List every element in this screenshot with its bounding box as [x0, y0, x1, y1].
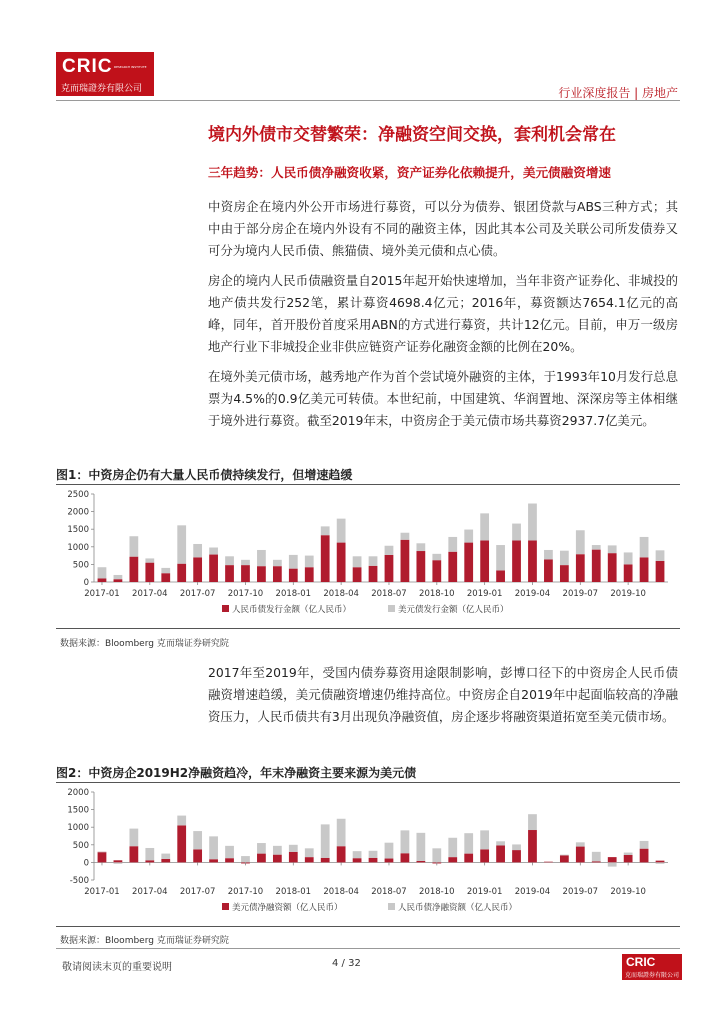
- chart2-bar-series1: [512, 850, 521, 862]
- figure1-top-rule: [56, 484, 680, 485]
- chart1-x-tick-label: 2019-07: [562, 589, 599, 599]
- footer-logo-cn: 克而瑞證券有限公司: [625, 972, 680, 979]
- chart1-x-tick-label: 2017-04: [132, 589, 168, 599]
- chart2-bar-series1: [369, 858, 378, 863]
- chart2-bar-series2: [448, 838, 457, 857]
- chart2-bar-series1: [98, 852, 107, 863]
- chart1-bar-series2: [432, 554, 441, 560]
- chart2-bar-series2: [385, 843, 394, 859]
- chart2-x-tick-label: 2018-10: [419, 887, 455, 897]
- chart2-bar-series2: [98, 852, 107, 853]
- chart1-y-tick-label: 1000: [67, 542, 89, 553]
- header-divider: [56, 100, 680, 101]
- chart1-x-tick-label: 2019-10: [610, 589, 646, 599]
- chart2-bar-series2: [114, 862, 123, 863]
- chart2-bar-series1: [321, 858, 330, 863]
- chart2-bar-series2: [353, 851, 362, 858]
- figure2-source: 数据来源：Bloomberg 克而瑞证券研究院: [60, 936, 229, 946]
- chart1-bar-series2: [369, 556, 378, 566]
- chart1-legend-swatch-1: [222, 605, 229, 612]
- figure1-chart: [56, 486, 680, 626]
- chart1-bar-series2: [241, 560, 250, 565]
- chart1-y-tick-label: 2000: [67, 507, 89, 518]
- paragraph-3: 在境外美元债市场，越秀地产作为首个尝试境外融资的主体，于1993年10月发行总息票为4.5%的0.9亿美元可转债。本世纪前，中国建筑、华润置地、深深房等主体相继于境外进行募资。截至2019年末，中资房企于美元债市场共募资2937.7亿美元。: [208, 369, 678, 428]
- chart2-bar-series2: [640, 841, 649, 849]
- chart2-bar-series2: [528, 814, 537, 830]
- chart2-bar-series1: [177, 825, 186, 862]
- chart1-bar-series2: [353, 556, 362, 567]
- chart2-bar-series1: [289, 852, 298, 863]
- chart2-bar-series2: [337, 819, 346, 846]
- chart2-bar-series2: [273, 846, 282, 855]
- chart2-y-tick-label: 500: [72, 840, 89, 851]
- page-title: 境内外债市交替繁荣：净融资空间交换，套利机会常在: [208, 125, 616, 145]
- chart2-y-tick-label: 1000: [67, 823, 89, 834]
- chart2-bar-series2: [289, 845, 298, 852]
- chart1-x-tick-label: 2018-10: [419, 589, 455, 599]
- chart2-bar-series2: [416, 833, 425, 861]
- chart1-y-tick-label: 500: [72, 560, 89, 571]
- chart1-bar-series2: [528, 504, 537, 541]
- chart2-bar-series1: [496, 846, 505, 863]
- figure2-top-rule: [56, 782, 680, 783]
- chart2-x-tick-label: 2017-07: [179, 887, 216, 897]
- chart2-bar-series2: [608, 862, 617, 866]
- chart2-x-tick-label: 2018-07: [371, 887, 407, 897]
- chart1-bar-series1: [161, 573, 170, 582]
- chart2-bar-series2: [305, 848, 314, 857]
- chart1-bar-series2: [273, 560, 282, 566]
- paragraph-4: 2017年至2019年，受国内债券募资用途限制影响，彭博口径下的中资房企人民币债融资增速趋缓，美元债融资增速仍维持高位。中资房企自2019年中起面临较高的净融资压力，人民币债共有3月出现负净融资值，房企逐步将融资渠道拓宽至美元债市场。: [208, 665, 678, 724]
- chart2-bar-series1: [448, 857, 457, 862]
- chart2-legend-swatch-2: [388, 903, 395, 910]
- chart1-bar-series2: [177, 525, 186, 563]
- report-type: 行业深度报告 | 房地产: [558, 86, 678, 100]
- chart2-bar-series1: [273, 855, 282, 863]
- chart2-legend-label-1: 美元债净融资额（亿人民币）: [232, 903, 343, 913]
- chart1-y-tick-label: 2500: [67, 490, 89, 500]
- chart2-x-tick-label: 2019-04: [514, 887, 551, 897]
- chart1-bar-series2: [624, 552, 633, 564]
- chart1-legend-label-2: 美元债发行金额（亿人民币）: [398, 605, 509, 615]
- chart1-bar-series2: [656, 550, 665, 561]
- logo-text: CRIC: [62, 56, 113, 77]
- figure1-title: 图1：中资房企仍有大量人民币债持续发行，但增速趋缓: [56, 468, 353, 482]
- chart1-bar-series2: [592, 545, 601, 550]
- chart2-bar-series1: [385, 859, 394, 863]
- chart2-bar-series1: [656, 861, 665, 863]
- cric-logo: [56, 52, 154, 96]
- chart1-bar-series1: [114, 579, 123, 582]
- figure1-bottom-rule: [56, 628, 680, 629]
- chart1-bar-series1: [321, 535, 330, 582]
- chart2-bar-series2: [193, 831, 202, 849]
- chart2-bar-series2: [177, 816, 186, 826]
- chart2-bar-series2: [544, 862, 553, 863]
- chart2-x-tick-label: 2019-01: [466, 887, 503, 897]
- chart2-bar-series2: [161, 854, 170, 859]
- logo-cn-text: 克而瑞證券有限公司: [61, 84, 143, 94]
- chart1-bar-series2: [209, 548, 218, 555]
- chart2-bar-series2: [512, 844, 521, 850]
- chart1-bar-series1: [656, 561, 665, 582]
- chart1-bar-series1: [273, 566, 282, 582]
- chart1-bar-series1: [416, 551, 425, 582]
- chart2-x-tick-label: 2017-10: [227, 887, 264, 897]
- chart2-x-tick-label: 2018-04: [323, 887, 359, 897]
- chart2-bar-series1: [464, 854, 473, 863]
- chart2-bar-series2: [656, 862, 665, 863]
- chart2-bar-series1: [353, 858, 362, 862]
- chart1-bar-series2: [114, 575, 123, 579]
- chart1-x-tick-label: 2017-10: [227, 589, 264, 599]
- chart2-bar-series1: [480, 849, 489, 862]
- chart2-legend-label-2: 人民币债净融资额（亿人民币）: [398, 903, 518, 913]
- chart2-bar-series2: [432, 848, 441, 862]
- chart1-bar-series2: [640, 537, 649, 557]
- chart2-bar-series2: [145, 848, 154, 860]
- logo-small-text: RESEARCH INSTITUTE: [114, 65, 147, 69]
- chart1-bar-series1: [177, 564, 186, 582]
- chart1-y-tick-label: 0: [83, 578, 89, 588]
- chart2-bar-series1: [401, 853, 410, 862]
- chart1-bar-series2: [321, 526, 330, 535]
- chart1-bar-series1: [560, 565, 569, 582]
- chart2-bar-series2: [480, 830, 489, 849]
- footer-disclaimer[interactable]: 敬请阅读末页的重要说明: [62, 962, 172, 973]
- chart2-x-tick-label: 2019-07: [562, 887, 599, 897]
- figure1-source: 数据来源：Bloomberg 克而瑞证券研究院: [60, 639, 229, 649]
- chart1-bar-series2: [401, 533, 410, 540]
- chart2-bar-series1: [528, 830, 537, 862]
- chart1-bar-series1: [448, 552, 457, 582]
- chart2-bar-series1: [416, 861, 425, 862]
- figure2-bottom-rule: [56, 926, 680, 927]
- chart2-bar-series1: [640, 849, 649, 863]
- chart1-bar-series1: [129, 557, 138, 582]
- figure2-chart: [56, 784, 680, 924]
- chart1-bar-series1: [624, 564, 633, 582]
- chart1-bar-series1: [544, 559, 553, 582]
- chart2-bar-series1: [337, 846, 346, 862]
- chart1-bar-series1: [209, 555, 218, 582]
- chart2-bar-series1: [544, 862, 553, 863]
- chart1-x-tick-label: 2018-07: [371, 589, 407, 599]
- chart1-bar-series2: [448, 537, 457, 552]
- chart1-bar-series2: [385, 546, 394, 555]
- chart2-bar-series2: [321, 824, 330, 857]
- chart1-bar-series2: [560, 551, 569, 565]
- chart1-bar-series1: [608, 553, 617, 582]
- chart2-x-tick-label: 2017-04: [132, 887, 168, 897]
- chart1-bar-series2: [161, 568, 170, 573]
- chart2-x-tick-label: 2017-01: [84, 887, 120, 897]
- chart2-bar-series1: [592, 861, 601, 862]
- chart2-bar-series1: [576, 847, 585, 863]
- chart1-bar-series1: [98, 578, 107, 582]
- chart2-legend-swatch-1: [222, 903, 229, 910]
- chart1-bar-series1: [241, 565, 250, 582]
- chart1-bar-series2: [257, 550, 266, 566]
- chart1-x-tick-label: 2019-04: [514, 589, 551, 599]
- chart2-bar-series1: [209, 859, 218, 862]
- chart1-bar-series1: [640, 557, 649, 582]
- chart1-bar-series2: [129, 536, 138, 556]
- chart1-bar-series2: [98, 567, 107, 578]
- chart1-bar-series1: [305, 567, 314, 582]
- chart1-x-tick-label: 2019-01: [466, 589, 503, 599]
- chart2-bar-series2: [369, 851, 378, 858]
- paragraph-2: 房企的境内人民币债融资量自2015年起开始快速增加，当年非资产证券化、非城投的地产债共发行252笔，累计募资4698.4亿元；2016年，募资额达7654.1亿元的高峰，同年，首开股份首度采用ABN的方式进行募资，共计12亿元。目前，申万一级房地产行业下非城投企业非供应链资产证券化融资金额的比例在20%。: [208, 273, 678, 354]
- section-subtitle: 三年趋势：人民币债净融资收紧，资产证券化依赖提升，美元债融资增速: [208, 165, 611, 180]
- chart1-bar-series2: [544, 550, 553, 560]
- chart2-bar-series1: [305, 857, 314, 862]
- chart1-bar-series2: [512, 524, 521, 541]
- paragraph-1: 中资房企在境内外公开市场进行募资，可以分为债券、银团贷款与ABS三种方式；其中由于部分房企在境内外设有不同的融资主体，因此其本公司及关联公司所发债券又可分为境内人民币债、熊猫债、境外美元债和点心债。: [208, 199, 678, 258]
- chart2-bar-series2: [209, 836, 218, 859]
- chart1-bar-series2: [576, 530, 585, 554]
- chart1-x-tick-label: 2018-01: [275, 589, 312, 599]
- chart1-bar-series1: [257, 566, 266, 582]
- chart1-bar-series2: [464, 530, 473, 543]
- chart2-y-tick-label: -500: [69, 876, 89, 886]
- chart2-bar-series2: [624, 853, 633, 855]
- chart2-bar-series2: [464, 833, 473, 853]
- chart1-bar-series1: [289, 569, 298, 582]
- chart2-bar-series1: [560, 855, 569, 862]
- chart2-bar-series1: [225, 858, 234, 862]
- chart1-bar-series2: [337, 519, 346, 543]
- chart1-bar-series1: [432, 560, 441, 582]
- chart2-bar-series1: [608, 857, 617, 862]
- footer-cric-logo: [622, 954, 682, 980]
- chart2-bar-series1: [145, 860, 154, 862]
- chart2-bar-series2: [225, 846, 234, 858]
- chart1-bar-series1: [512, 540, 521, 582]
- chart1-bar-series1: [528, 540, 537, 582]
- footer-logo-text: CRIC: [626, 955, 656, 969]
- chart1-bar-series1: [464, 543, 473, 582]
- chart2-bar-series1: [114, 860, 123, 862]
- page-number: 4 / 32: [332, 958, 361, 969]
- chart2-bar-series1: [624, 855, 633, 862]
- chart2-bar-series1: [257, 854, 266, 863]
- chart1-bar-series1: [145, 563, 154, 582]
- chart1-bar-series2: [480, 513, 489, 540]
- chart2-bar-series2: [129, 829, 138, 847]
- chart2-x-tick-label: 2019-10: [610, 887, 646, 897]
- chart1-bar-series2: [225, 556, 234, 565]
- chart2-bar-series1: [161, 859, 170, 863]
- chart1-bar-series2: [416, 543, 425, 551]
- chart1-y-tick-label: 1500: [67, 525, 89, 536]
- chart2-bar-series2: [401, 830, 410, 853]
- chart2-y-tick-label: 2000: [67, 788, 89, 798]
- chart2-bar-series2: [257, 843, 266, 854]
- chart1-bar-series2: [289, 555, 298, 569]
- chart1-bar-series1: [193, 557, 202, 582]
- chart1-x-tick-label: 2018-04: [323, 589, 359, 599]
- chart1-bar-series2: [145, 558, 154, 562]
- chart1-bar-series1: [592, 550, 601, 582]
- chart2-y-tick-label: 0: [83, 858, 89, 869]
- chart1-bar-series2: [608, 545, 617, 553]
- chart1-bar-series1: [337, 543, 346, 582]
- footer-divider: [56, 948, 680, 949]
- chart2-bar-series2: [496, 841, 505, 845]
- chart1-x-tick-label: 2017-07: [179, 589, 216, 599]
- chart2-x-tick-label: 2018-01: [275, 887, 312, 897]
- chart2-bar-series1: [193, 849, 202, 862]
- chart1-bar-series2: [193, 544, 202, 557]
- chart1-bar-series1: [369, 566, 378, 582]
- chart1-bar-series1: [225, 565, 234, 582]
- chart1-bar-series1: [385, 555, 394, 582]
- chart1-bar-series2: [305, 556, 314, 568]
- chart1-bar-series1: [576, 554, 585, 582]
- figure2-title: 图2：中资房企2019H2净融资趋冷，年末净融资主要来源为美元债: [56, 766, 417, 780]
- chart2-bar-series1: [129, 846, 138, 862]
- chart2-bar-series2: [241, 856, 250, 862]
- chart1-bar-series1: [496, 570, 505, 582]
- chart1-x-tick-label: 2017-01: [84, 589, 120, 599]
- chart1-bar-series2: [496, 545, 505, 570]
- chart2-y-tick-label: 1500: [67, 805, 89, 816]
- chart1-bar-series1: [401, 540, 410, 582]
- chart2-bar-series2: [560, 855, 569, 856]
- chart1-legend-label-1: 人民币债发行金额（亿人民币）: [232, 605, 352, 615]
- chart1-bar-series1: [480, 540, 489, 582]
- chart2-bar-series2: [592, 852, 601, 862]
- chart1-legend-swatch-2: [388, 605, 395, 612]
- chart2-bar-series2: [576, 842, 585, 846]
- chart1-bar-series1: [353, 567, 362, 582]
